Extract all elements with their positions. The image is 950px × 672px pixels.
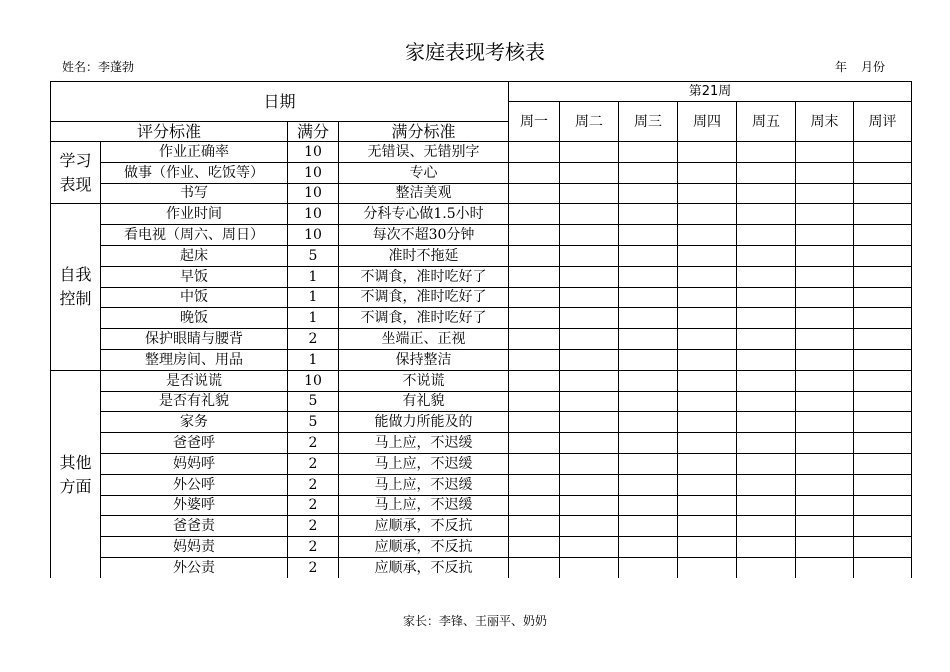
full-score: 2: [288, 516, 339, 537]
score-cell[interactable]: [737, 183, 796, 204]
table-row: [51, 287, 912, 308]
day-header-review: 周评: [854, 102, 912, 142]
score-cell[interactable]: [509, 266, 560, 287]
score-cell[interactable]: [619, 412, 678, 433]
score-cell[interactable]: [678, 370, 737, 391]
score-cell[interactable]: [854, 266, 912, 287]
full-score: 1: [288, 349, 339, 370]
score-cell[interactable]: [854, 162, 912, 183]
full-standard: 不调食，准时吃好了: [339, 266, 509, 287]
score-cell[interactable]: [854, 453, 912, 474]
day-header-fri: 周五: [737, 102, 796, 142]
score-cell[interactable]: [509, 225, 560, 246]
score-cell[interactable]: [509, 453, 560, 474]
score-cell[interactable]: [796, 349, 854, 370]
parents-footer: 家长：李锋、王丽平、奶奶: [402, 614, 547, 628]
score-cell[interactable]: [737, 349, 796, 370]
score-cell[interactable]: [678, 474, 737, 495]
score-cell[interactable]: [737, 225, 796, 246]
criteria-item: 是否有礼貌: [101, 391, 288, 412]
score-cell[interactable]: [796, 162, 854, 183]
full-standard: 应顺承，不反抗: [339, 516, 509, 537]
score-cell[interactable]: [796, 245, 854, 266]
criteria-item: 中饭: [101, 287, 288, 308]
criteria-item: 妈妈责: [101, 537, 288, 558]
score-cell[interactable]: [737, 142, 796, 163]
score-cell[interactable]: [560, 349, 619, 370]
score-cell[interactable]: [854, 329, 912, 350]
score-cell[interactable]: [737, 245, 796, 266]
score-cell[interactable]: [619, 349, 678, 370]
full-standard: 不说谎: [339, 370, 509, 391]
score-cell[interactable]: [854, 370, 912, 391]
full-score: 10: [288, 142, 339, 163]
score-cell[interactable]: [509, 204, 560, 225]
score-cell[interactable]: [619, 183, 678, 204]
full-score: 5: [288, 245, 339, 266]
score-cell[interactable]: [737, 474, 796, 495]
criteria-item: 家务: [101, 412, 288, 433]
score-cell[interactable]: [560, 183, 619, 204]
score-cell[interactable]: [509, 412, 560, 433]
criteria-item: 作业时间: [101, 204, 288, 225]
score-cell[interactable]: [796, 516, 854, 537]
score-cell[interactable]: [560, 266, 619, 287]
criteria-item: 起床: [101, 245, 288, 266]
score-cell[interactable]: [560, 433, 619, 454]
score-cell[interactable]: [619, 391, 678, 412]
score-cell[interactable]: [737, 557, 796, 578]
score-cell[interactable]: [509, 349, 560, 370]
score-cell[interactable]: [560, 204, 619, 225]
score-cell[interactable]: [678, 245, 737, 266]
criteria-item: 书写: [101, 183, 288, 204]
full-standard: 无错误、无错别字: [339, 142, 509, 163]
full-score-header: 满分: [288, 122, 339, 142]
score-cell[interactable]: [560, 412, 619, 433]
score-cell[interactable]: [619, 433, 678, 454]
table-row: [51, 433, 912, 454]
score-cell[interactable]: [796, 308, 854, 329]
score-cell[interactable]: [678, 142, 737, 163]
score-cell[interactable]: [619, 245, 678, 266]
score-cell[interactable]: [560, 329, 619, 350]
score-cell[interactable]: [678, 433, 737, 454]
score-cell[interactable]: [560, 391, 619, 412]
full-standard: 马上应，不迟缓: [339, 433, 509, 454]
criteria-item: 外公责: [101, 557, 288, 578]
score-cell[interactable]: [796, 412, 854, 433]
full-score: 10: [288, 204, 339, 225]
full-standard: 专心: [339, 162, 509, 183]
score-cell[interactable]: [854, 537, 912, 558]
score-cell[interactable]: [678, 391, 737, 412]
score-cell[interactable]: [560, 287, 619, 308]
full-score: 10: [288, 183, 339, 204]
score-cell[interactable]: [854, 495, 912, 516]
score-cell[interactable]: [560, 370, 619, 391]
year-label: 年: [835, 60, 848, 74]
score-cell[interactable]: [854, 142, 912, 163]
table-row: [51, 537, 912, 558]
criteria-item: 保护眼睛与腰背: [101, 329, 288, 350]
score-cell[interactable]: [560, 162, 619, 183]
score-cell[interactable]: [678, 308, 737, 329]
score-cell[interactable]: [737, 266, 796, 287]
table-row: [51, 495, 912, 516]
full-score: 5: [288, 412, 339, 433]
table-row: [51, 245, 912, 266]
page-title: 家庭表现考核表: [405, 40, 545, 64]
full-standard: 不调食，准时吃好了: [339, 308, 509, 329]
score-cell[interactable]: [796, 474, 854, 495]
full-standard: 马上应，不迟缓: [339, 453, 509, 474]
score-cell[interactable]: [678, 537, 737, 558]
score-cell[interactable]: [619, 453, 678, 474]
score-cell[interactable]: [509, 308, 560, 329]
score-cell[interactable]: [737, 453, 796, 474]
table-row: [51, 557, 912, 578]
full-score: 2: [288, 537, 339, 558]
table-row: [51, 266, 912, 287]
score-cell[interactable]: [619, 204, 678, 225]
table-row: [51, 162, 912, 183]
score-cell[interactable]: [560, 142, 619, 163]
criteria-item: 整理房间、用品: [101, 349, 288, 370]
criteria-item: 做事（作业、吃饭等）: [101, 162, 288, 183]
full-standard: 能做力所能及的: [339, 412, 509, 433]
criteria-item: 爸爸呼: [101, 433, 288, 454]
score-cell[interactable]: [854, 433, 912, 454]
score-cell[interactable]: [509, 537, 560, 558]
score-cell[interactable]: [509, 287, 560, 308]
table-row: [51, 453, 912, 474]
score-cell[interactable]: [737, 537, 796, 558]
score-cell[interactable]: [796, 287, 854, 308]
score-cell[interactable]: [796, 391, 854, 412]
criteria-item: 早饭: [101, 266, 288, 287]
month-label: 月份: [861, 60, 886, 74]
full-standard: 分科专心做1.5小时: [339, 204, 509, 225]
score-cell[interactable]: [678, 162, 737, 183]
score-cell[interactable]: [619, 308, 678, 329]
score-cell[interactable]: [737, 433, 796, 454]
period-label: [835, 58, 885, 75]
score-cell[interactable]: [737, 391, 796, 412]
full-standard: 整洁美观: [339, 183, 509, 204]
score-cell[interactable]: [796, 204, 854, 225]
score-cell[interactable]: [509, 474, 560, 495]
full-standard: 马上应，不迟缓: [339, 474, 509, 495]
full-standard: 马上应，不迟缓: [339, 495, 509, 516]
score-cell[interactable]: [678, 329, 737, 350]
criteria-item: 爸爸责: [101, 516, 288, 537]
score-cell[interactable]: [796, 183, 854, 204]
criteria-item: 外婆呼: [101, 495, 288, 516]
criteria-header: 评分标准: [51, 122, 288, 142]
score-cell[interactable]: [854, 245, 912, 266]
score-cell[interactable]: [509, 370, 560, 391]
score-cell[interactable]: [737, 162, 796, 183]
score-cell[interactable]: [854, 474, 912, 495]
table-row: [51, 308, 912, 329]
full-score: 5: [288, 391, 339, 412]
score-cell[interactable]: [560, 537, 619, 558]
score-cell[interactable]: [509, 516, 560, 537]
score-cell[interactable]: [737, 204, 796, 225]
full-score: 1: [288, 266, 339, 287]
full-score: 1: [288, 308, 339, 329]
score-cell[interactable]: [509, 245, 560, 266]
full-score: 2: [288, 433, 339, 454]
table-row: [51, 204, 912, 225]
score-cell[interactable]: [560, 225, 619, 246]
full-score: 10: [288, 162, 339, 183]
table-row: [51, 474, 912, 495]
score-cell[interactable]: [854, 287, 912, 308]
week-header: 第21周: [509, 82, 912, 102]
full-standard-header: 满分标准: [339, 122, 509, 142]
score-cell[interactable]: [678, 412, 737, 433]
full-standard: 坐端正、正视: [339, 329, 509, 350]
score-cell[interactable]: [509, 495, 560, 516]
date-header: 日期: [51, 82, 509, 122]
score-cell[interactable]: [509, 557, 560, 578]
score-cell[interactable]: [619, 516, 678, 537]
score-cell[interactable]: [619, 266, 678, 287]
score-cell[interactable]: [678, 287, 737, 308]
full-score: 2: [288, 557, 339, 578]
table-row: [51, 349, 912, 370]
score-cell[interactable]: [678, 516, 737, 537]
score-cell[interactable]: [854, 225, 912, 246]
day-header-wed: 周三: [619, 102, 678, 142]
table-row: [51, 516, 912, 537]
score-cell[interactable]: [796, 142, 854, 163]
score-cell[interactable]: [854, 308, 912, 329]
table-row: [51, 391, 912, 412]
category-study: 学习 表现: [51, 142, 101, 204]
score-cell[interactable]: [796, 453, 854, 474]
score-cell[interactable]: [854, 204, 912, 225]
score-cell[interactable]: [678, 183, 737, 204]
day-header-tue: 周二: [560, 102, 619, 142]
score-cell[interactable]: [619, 329, 678, 350]
score-cell[interactable]: [560, 557, 619, 578]
full-standard: 保持整洁: [339, 349, 509, 370]
score-cell[interactable]: [619, 287, 678, 308]
full-standard: 应顺承，不反抗: [339, 537, 509, 558]
full-standard: 有礼貌: [339, 391, 509, 412]
score-cell[interactable]: [854, 349, 912, 370]
score-cell[interactable]: [619, 474, 678, 495]
full-score: 2: [288, 453, 339, 474]
table-row: [51, 142, 912, 163]
score-cell[interactable]: [678, 349, 737, 370]
table-row: [51, 412, 912, 433]
score-cell[interactable]: [560, 453, 619, 474]
score-cell[interactable]: [619, 537, 678, 558]
category-self: 自我 控制: [51, 204, 101, 370]
criteria-item: 作业正确率: [101, 142, 288, 163]
criteria-item: 是否说谎: [101, 370, 288, 391]
table-row: [51, 183, 912, 204]
score-cell[interactable]: [796, 266, 854, 287]
full-standard: 不调食，准时吃好了: [339, 287, 509, 308]
score-cell[interactable]: [796, 329, 854, 350]
score-cell[interactable]: [560, 245, 619, 266]
score-cell[interactable]: [678, 225, 737, 246]
score-cell[interactable]: [619, 162, 678, 183]
full-score: 10: [288, 225, 339, 246]
full-standard: 准时不拖延: [339, 245, 509, 266]
score-cell[interactable]: [796, 557, 854, 578]
score-cell[interactable]: [619, 557, 678, 578]
score-cell[interactable]: [737, 412, 796, 433]
criteria-item: 妈妈呼: [101, 453, 288, 474]
score-cell[interactable]: [560, 516, 619, 537]
score-cell[interactable]: [509, 142, 560, 163]
score-cell[interactable]: [619, 225, 678, 246]
score-cell[interactable]: [854, 183, 912, 204]
score-cell[interactable]: [619, 370, 678, 391]
score-cell[interactable]: [509, 391, 560, 412]
score-cell[interactable]: [737, 308, 796, 329]
score-cell[interactable]: [737, 516, 796, 537]
full-standard: 每次不超30分钟: [339, 225, 509, 246]
score-cell[interactable]: [560, 474, 619, 495]
full-score: 2: [288, 495, 339, 516]
score-cell[interactable]: [796, 537, 854, 558]
score-cell[interactable]: [560, 495, 619, 516]
category-other: 其他 方面: [51, 370, 101, 578]
score-cell[interactable]: [737, 329, 796, 350]
day-header-mon: 周一: [509, 102, 560, 142]
score-cell[interactable]: [796, 433, 854, 454]
score-cell[interactable]: [678, 204, 737, 225]
full-score: 2: [288, 474, 339, 495]
score-cell[interactable]: [796, 370, 854, 391]
score-cell[interactable]: [509, 433, 560, 454]
criteria-item: 晚饭: [101, 308, 288, 329]
score-cell[interactable]: [737, 495, 796, 516]
score-cell[interactable]: [854, 391, 912, 412]
day-header-weekend: 周末: [796, 102, 854, 142]
full-score: 2: [288, 329, 339, 350]
score-cell[interactable]: [854, 516, 912, 537]
full-score: 10: [288, 370, 339, 391]
table-row: [51, 329, 912, 350]
score-cell[interactable]: [509, 183, 560, 204]
score-cell[interactable]: [509, 162, 560, 183]
criteria-item: 看电视（周六、周日）: [101, 225, 288, 246]
score-cell[interactable]: [678, 453, 737, 474]
score-cell[interactable]: [854, 557, 912, 578]
score-cell[interactable]: [678, 266, 737, 287]
score-cell[interactable]: [796, 225, 854, 246]
criteria-item: 外公呼: [101, 474, 288, 495]
score-cell[interactable]: [678, 495, 737, 516]
full-standard: 应顺承，不反抗: [339, 557, 509, 578]
score-cell[interactable]: [619, 495, 678, 516]
score-cell[interactable]: [560, 308, 619, 329]
score-cell[interactable]: [737, 287, 796, 308]
full-score: 1: [288, 287, 339, 308]
score-cell[interactable]: [678, 557, 737, 578]
table-row: [51, 225, 912, 246]
score-cell[interactable]: [737, 370, 796, 391]
score-cell[interactable]: [619, 142, 678, 163]
table-row: [51, 370, 912, 391]
score-cell[interactable]: [854, 412, 912, 433]
score-cell[interactable]: [509, 329, 560, 350]
day-header-thu: 周四: [678, 102, 737, 142]
score-cell[interactable]: [796, 495, 854, 516]
student-name: 姓名：李蓬勃: [62, 60, 135, 74]
assessment-table: [50, 81, 912, 578]
